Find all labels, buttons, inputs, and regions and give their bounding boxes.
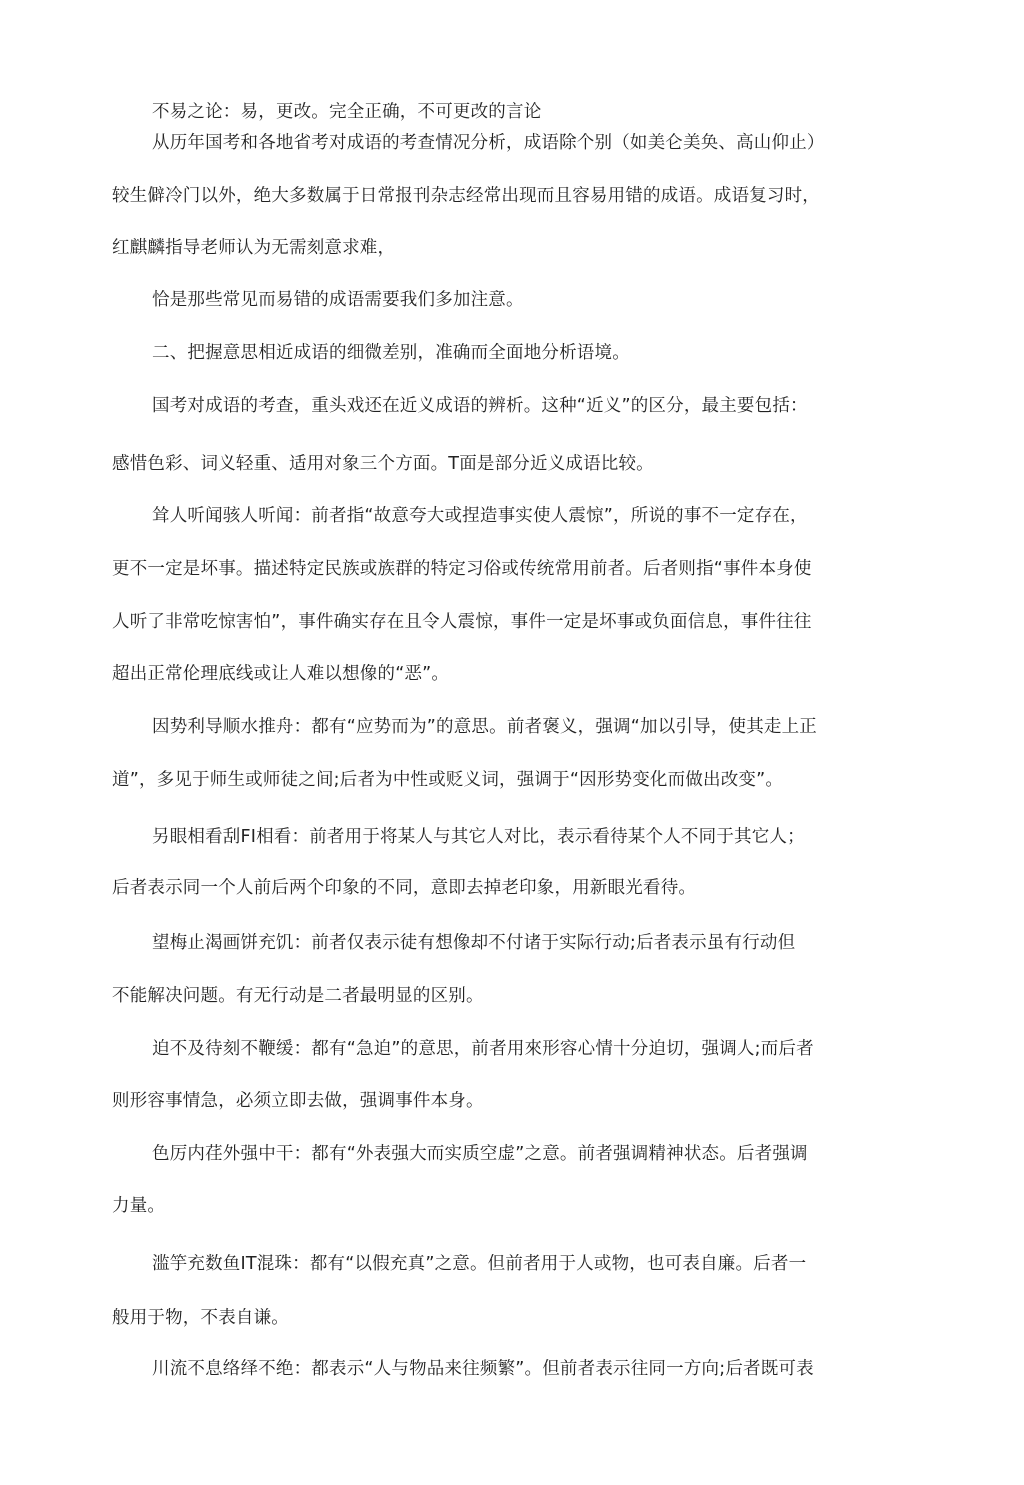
text-line: 则形容事情急，必须立即去做，强调事件本身。 [112, 1091, 484, 1111]
text-line: 较生僻冷门以外，绝大多数属于日常报刊杂志经常出现而且容易用错的成语。成语复习时， [112, 186, 820, 206]
text-line: 迫不及待刻不鞭缓：都有“急迫”的意思，前者用來形容心情十分迫切，强调人;而后者 [152, 1039, 814, 1059]
text-line: 滥竽充数鱼IT混珠：都有“以假充真”之意。但前者用于人或物，也可表自廉。后者一 [152, 1254, 807, 1274]
text-line: 更不一定是坏事。描述特定民族或族群的特定习俗或传统常用前者。后者则指“事件本身使 [112, 559, 812, 579]
text-line: 二、把握意思相近成语的细微差别，准确而全面地分析语境。 [152, 343, 630, 363]
text-line: 恰是那些常见而易错的成语需要我们多加注意。 [152, 290, 524, 310]
text-line: 耸人听闻骇人听闻：前者指“故意夸大或捏造事实使人震惊”，所说的事不一定存在， [152, 506, 808, 526]
text-line: 望梅止渴画饼充饥：前者仅表示徒有想像却不付诸于实际行动;后者表示虽有行动但 [152, 933, 796, 953]
text-line: 人听了非常吃惊害怕”，事件确实存在且令人震惊，事件一定是坏事或负面信息，事件往往 [112, 612, 812, 632]
text-line: 般用于物，不表自谦。 [112, 1308, 289, 1328]
text-line: 红麒麟指导老师认为无需刻意求难， [112, 238, 396, 258]
text-line: 川流不息络绎不绝：都表示“人与物品来往频繁”。但前者表示往同一方向;后者既可表 [152, 1359, 814, 1379]
text-line: 后者表示同一个人前后两个印象的不同，意即去掉老印象，用新眼光看待。 [112, 878, 697, 898]
text-line: 感惜色彩、词义轻重、适用对象三个方面。T面是部分近义成语比较。 [112, 454, 654, 474]
text-line: 力量。 [112, 1196, 166, 1216]
text-line: 不能解决问题。有无行动是二者最明显的区别。 [112, 986, 484, 1006]
text-line: 道”，多见于师生或师徒之间;后者为中性或贬义词，强调于“因形势变化而做出改变”。 [112, 770, 784, 790]
text-line: 另眼相看刮FI相看：前者用于将某人与其它人对比，表示看待某个人不同于其它人； [152, 827, 805, 847]
text-line: 色厉内荏外强中干：都有“外表强大而实质空虚”之意。前者强调精神状态。后者强调 [152, 1144, 808, 1164]
text-line: 国考对成语的考查，重头戏还在近义成语的辨析。这种“近义”的区分，最主要包括： [152, 396, 808, 416]
text-line: 因势利导顺水推舟：都有“应势而为”的意思。前者褒义，强调“加以引导，使其走上正 [152, 717, 817, 737]
text-line: 超出正常伦理底线或让人难以想像的“恶”。 [112, 664, 450, 684]
text-line: 不易之论：易，更改。完全正确，不可更改的言论 [152, 102, 542, 122]
text-line: 从历年国考和各地省考对成语的考查情况分析，成语除个别（如美仑美奂、高山仰止） [152, 133, 825, 153]
